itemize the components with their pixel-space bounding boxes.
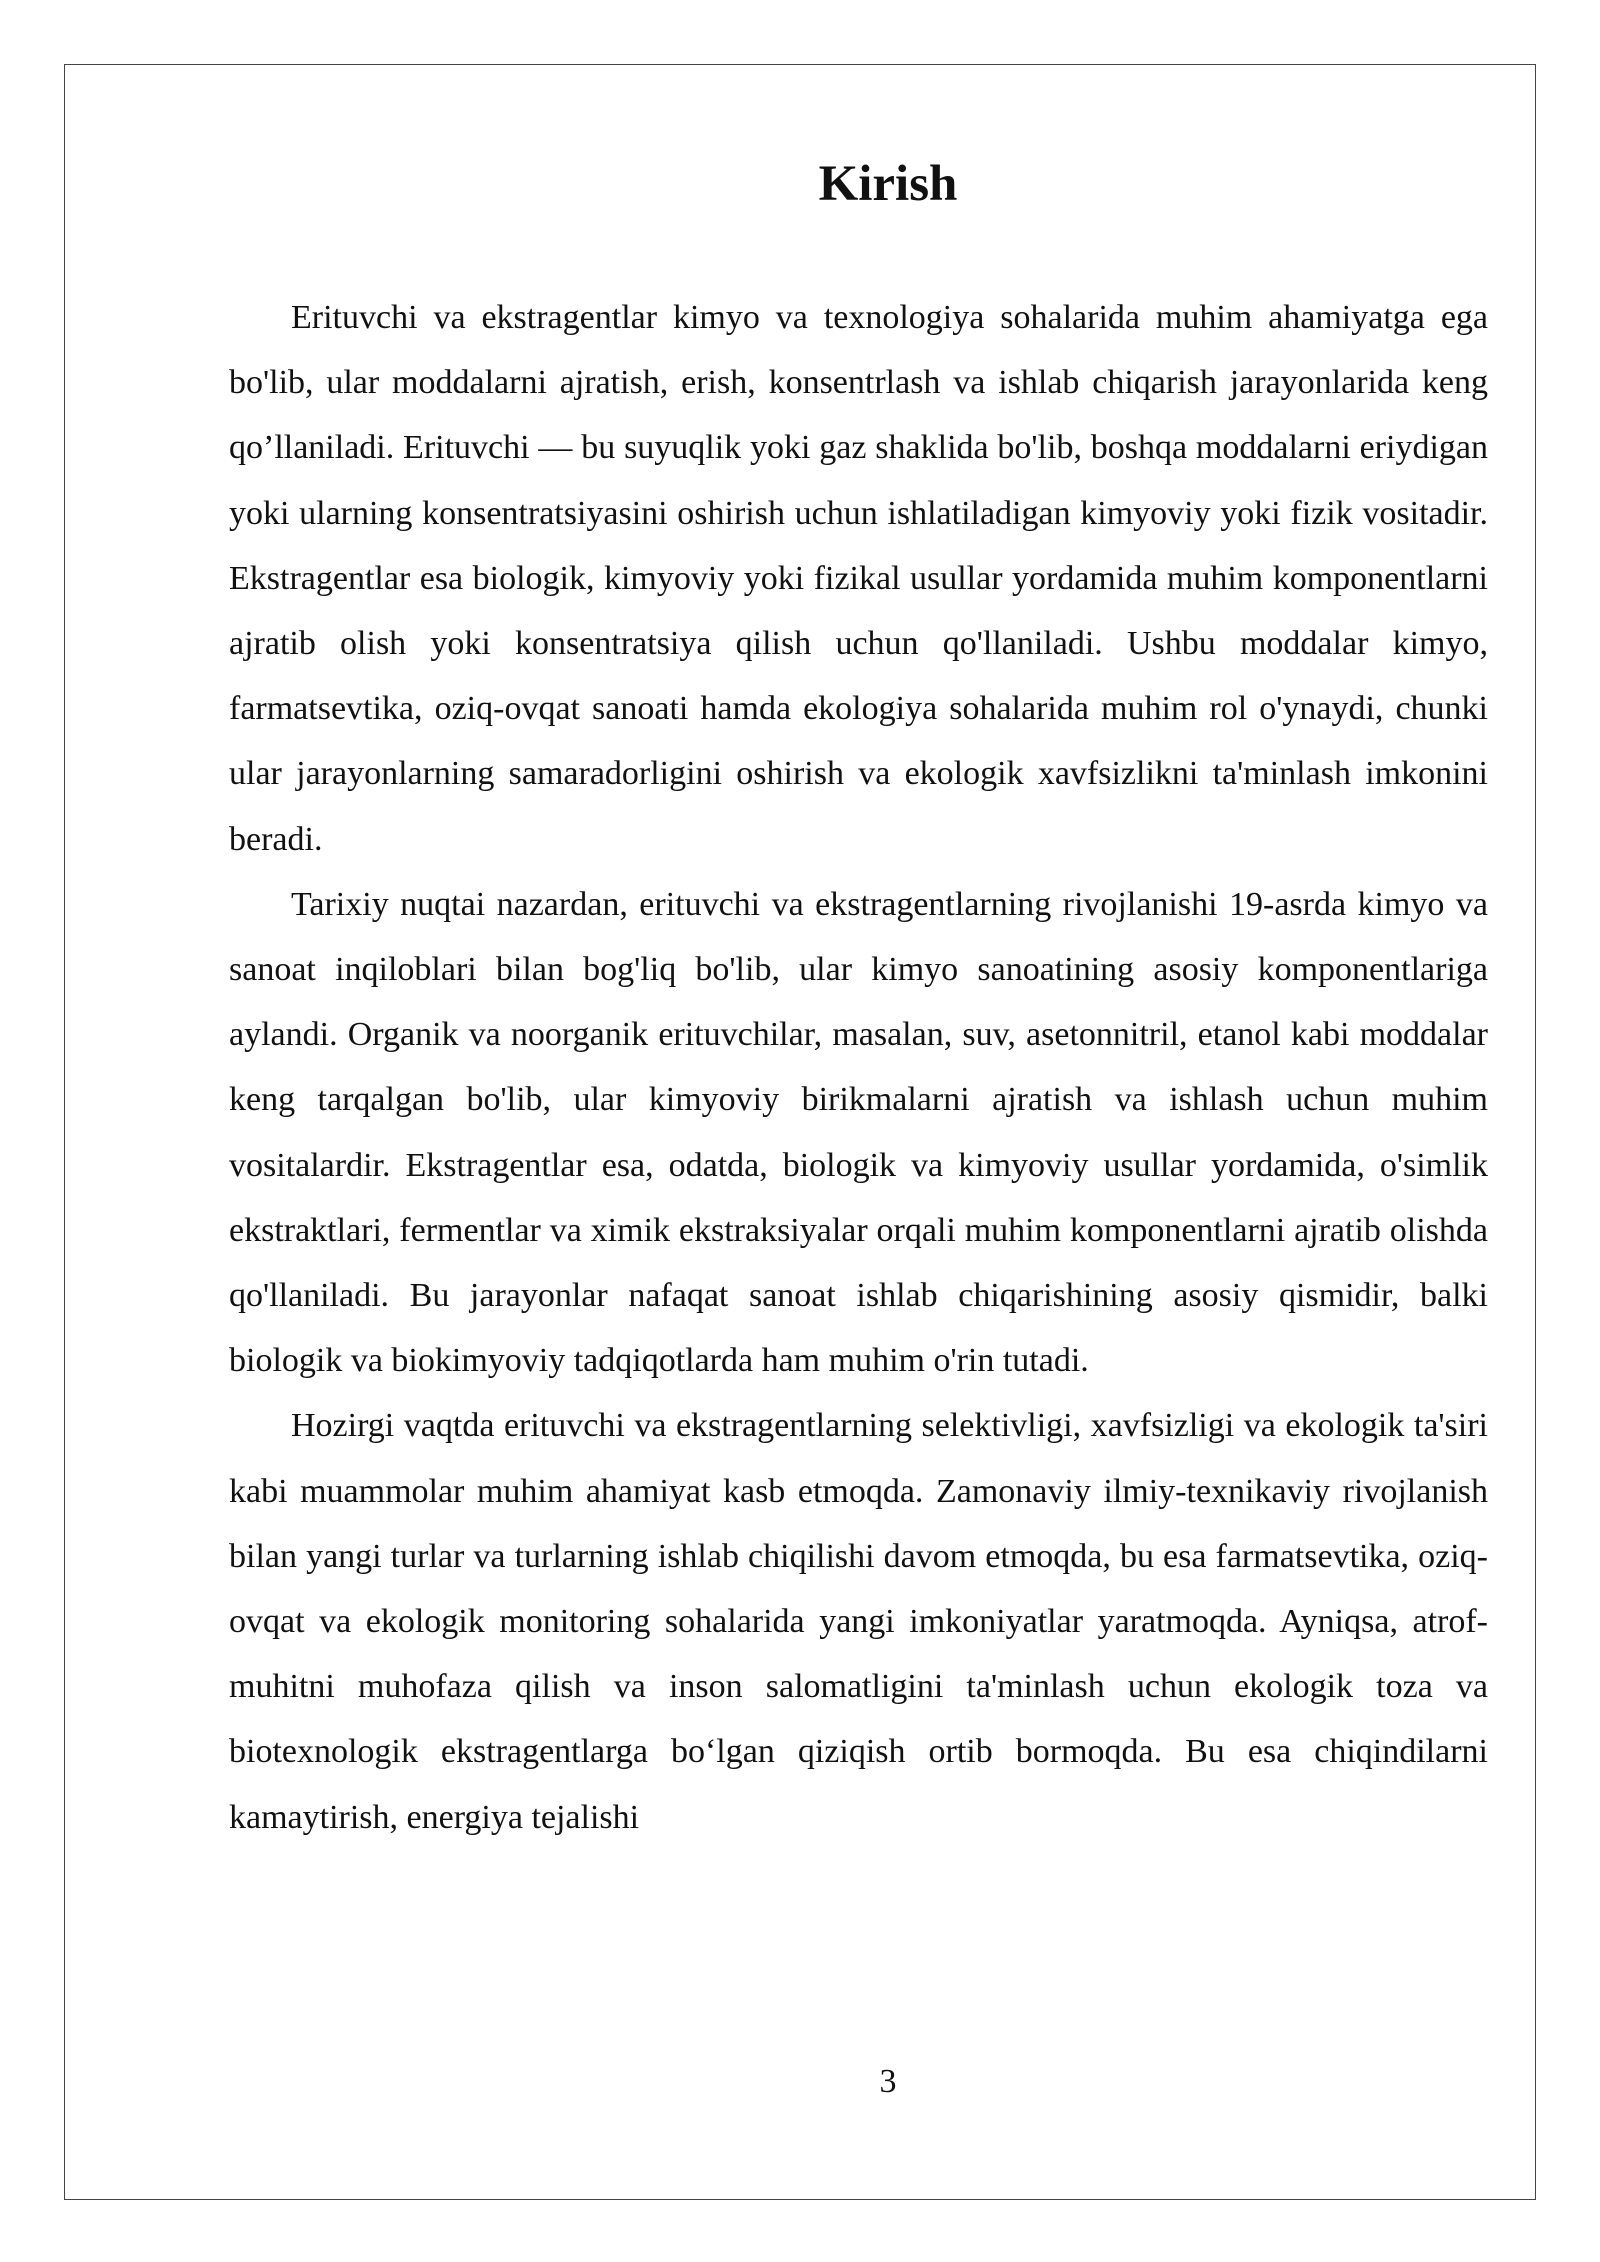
body-text [229,285,1488,1850]
page-number: 3 [879,2063,897,2100]
page-title: Kirish [818,156,958,212]
paragraph-3: Hozirgi vaqtda erituvchi va ekstragentlarning selektivligi, xavfsizligi va ekologik ta'siri kabi muammolar muhim ahamiyat kasb etmoqda. Zamonaviy ilmiy-texnikaviy rivojlanish bilan yangi turlar va turlarning ishlab chiqilishi davom etmoqda, bu esa farmatsevtika, oziq-ovqat va ekologik monitoring sohalarida yangi imkoniyatlar yaratmoqda. Ayniqsa, atrof-muhitni muhofaza qilish va inson salomatligini ta'minlash uchun ekologik toza va biotexnologik ekstragentlarga bo‘lgan qiziqish ortib bormoqda. Bu esa chiqindilarni kamaytirish, energiya tejalishi [229,1407,1488,1836]
paragraph-1: Erituvchi va ekstragentlar kimyo va texnologiya sohalarida muhim ahamiyatga ega bo'lib, ular moddalarni ajratish, erish, konsentrlash va ishlab chiqarish jarayonlarida keng qo’llaniladi. Erituvchi — bu suyuqlik yoki gaz shaklida bo'lib, boshqa moddalarni eriydigan yoki ularning konsentratsiyasini oshirish uchun ishlatiladigan kimyoviy yoki fizik vositadir. Ekstragentlar esa biologik, kimyoviy yoki fizikal usullar yordamida muhim komponentlarni ajratib olish yoki konsentratsiya qilish uchun qo'llaniladi. Ushbu moddalar kimyo, farmatsevtika, oziq-ovqat sanoati hamda ekologiya sohalarida muhim rol o'ynaydi, chunki ular jarayonlarning samaradorligini oshirish va ekologik xavfsizlikni ta'minlash imkonini beradi. [229,299,1488,858]
paragraph-2: Tarixiy nuqtai nazardan, erituvchi va ekstragentlarning rivojlanishi 19-asrda kimyo va sanoat inqiloblari bilan bog'liq bo'lib, ular kimyo sanoatining asosiy komponentlariga aylandi. Organik va noorganik erituvchilar, masalan, suv, asetonnitril, etanol kabi moddalar keng tarqalgan bo'lib, ular kimyoviy birikmalarni ajratish va ishlash uchun muhim vositalardir. Ekstragentlar esa, odatda, biologik va kimyoviy usullar yordamida, o'simlik ekstraktlari, fermentlar va ximik ekstraksiyalar orqali muhim komponentlarni ajratib olishda qo'llaniladi. Bu jarayonlar nafaqat sanoat ishlab chiqarishining asosiy qismidir, balki biologik va biokimyoviy tadqiqotlarda ham muhim o'rin tutadi. [229,885,1488,1380]
